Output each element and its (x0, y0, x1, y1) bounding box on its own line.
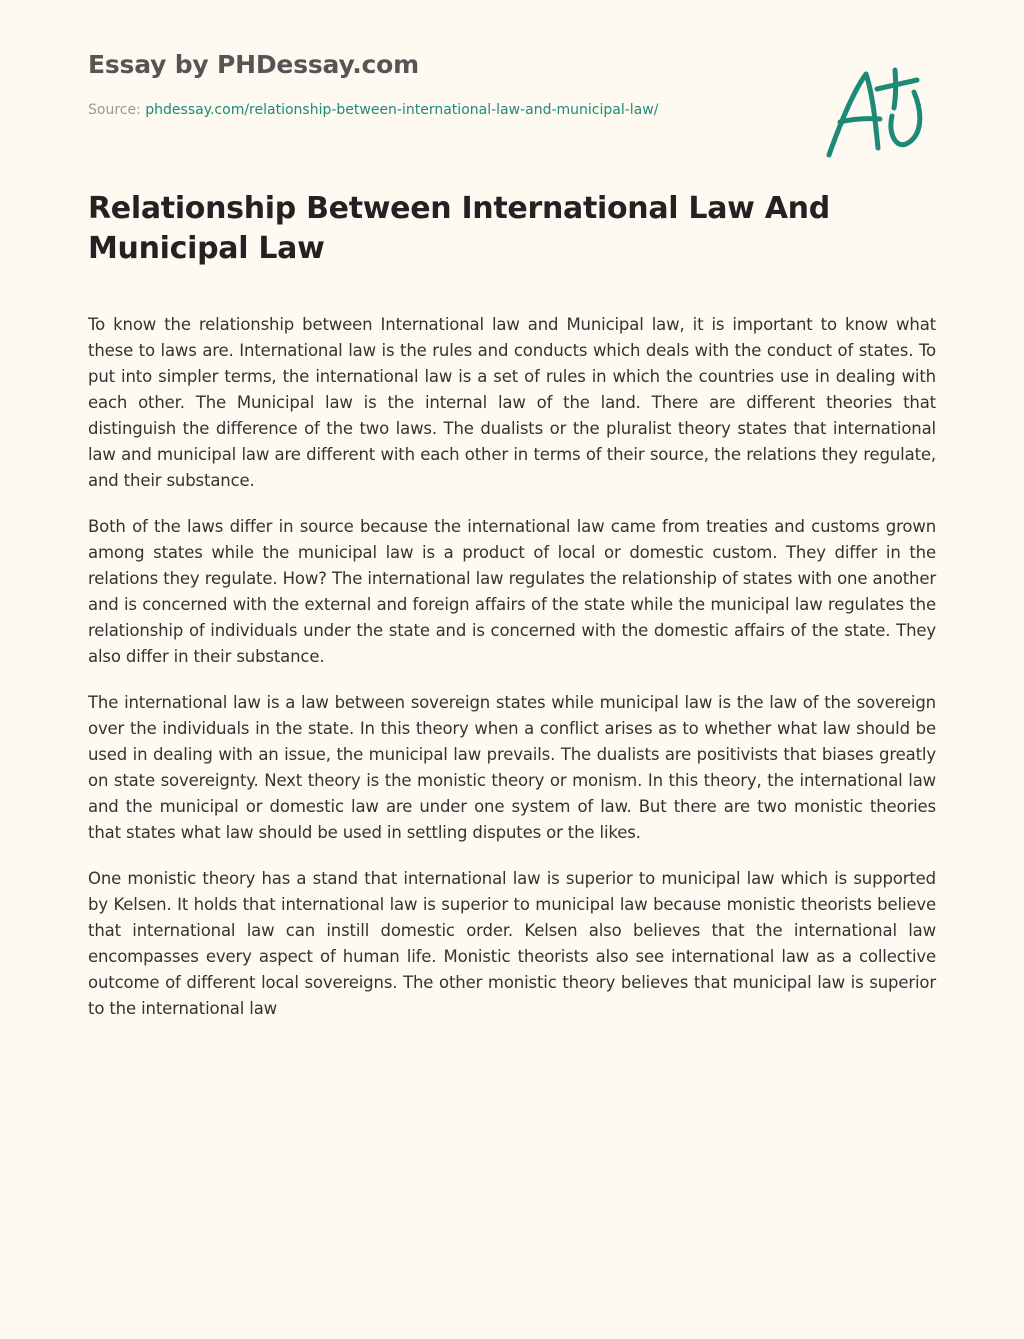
essay-paragraph: To know the relationship between International law and Municipal law, it is important to know what these to laws are. International law is the rules and conducts which deals with the conduct of states. To put into simpler terms, the international law is a set of rules in which the countries use in dealing with each other. The Municipal law is the internal law of the land. There are different theories that distinguish the difference of the two laws. The dualists or the pluralist theory states that international law and municipal law are different with each other in terms of their source, the relations they regulate, and their substance. (88, 315, 936, 490)
source-line (88, 102, 658, 118)
site-brand: Essay by PHDessay.com (88, 50, 419, 79)
source-label: Source: (88, 102, 146, 118)
source-link[interactable]: phdessay.com/relationship-between-international-law-and-municipal-law/ (145, 102, 659, 118)
essay-paragraph: One monistic theory has a stand that international law is superior to municipal law which is supported by Kelsen. It holds that international law is superior to municipal law because monistic theorists believe that international law can instill domestic order. Kelsen also believes that the international law encompasses every aspect of human life. Monistic theorists also see international law as a collective outcome of different local sovereigns. The other monistic theory believes that municipal law is superior to the international law (88, 869, 936, 1018)
a-plus-grade-logo-icon (820, 62, 930, 162)
essay-paragraph: The international law is a law between sovereign states while municipal law is the law of the sovereign over the individuals in the state. In this theory when a conflict arises as to whether what law should be used in dealing with an issue, the municipal law prevails. The dualists are positivists that biases greatly on state sovereignty. Next theory is the monistic theory or monism. In this theory, the international law and the municipal or domestic law are under one system of law. But there are two monistic theories that states what law should be used in settling disputes or the likes. (88, 693, 936, 842)
essay-paragraph: Both of the laws differ in source because the international law came from treaties and customs grown among states while the municipal law is a product of local or domestic custom. They differ in the relations they regulate. How? The international law regulates the relationship of states with one another and is concerned with the external and foreign affairs of the state while the municipal law regulates the relationship of individuals under the state and is concerned with the domestic affairs of the state. They also differ in their substance. (88, 517, 936, 666)
essay-body (88, 312, 936, 1042)
essay-title: Relationship Between International Law And Municipal Law (88, 191, 830, 266)
